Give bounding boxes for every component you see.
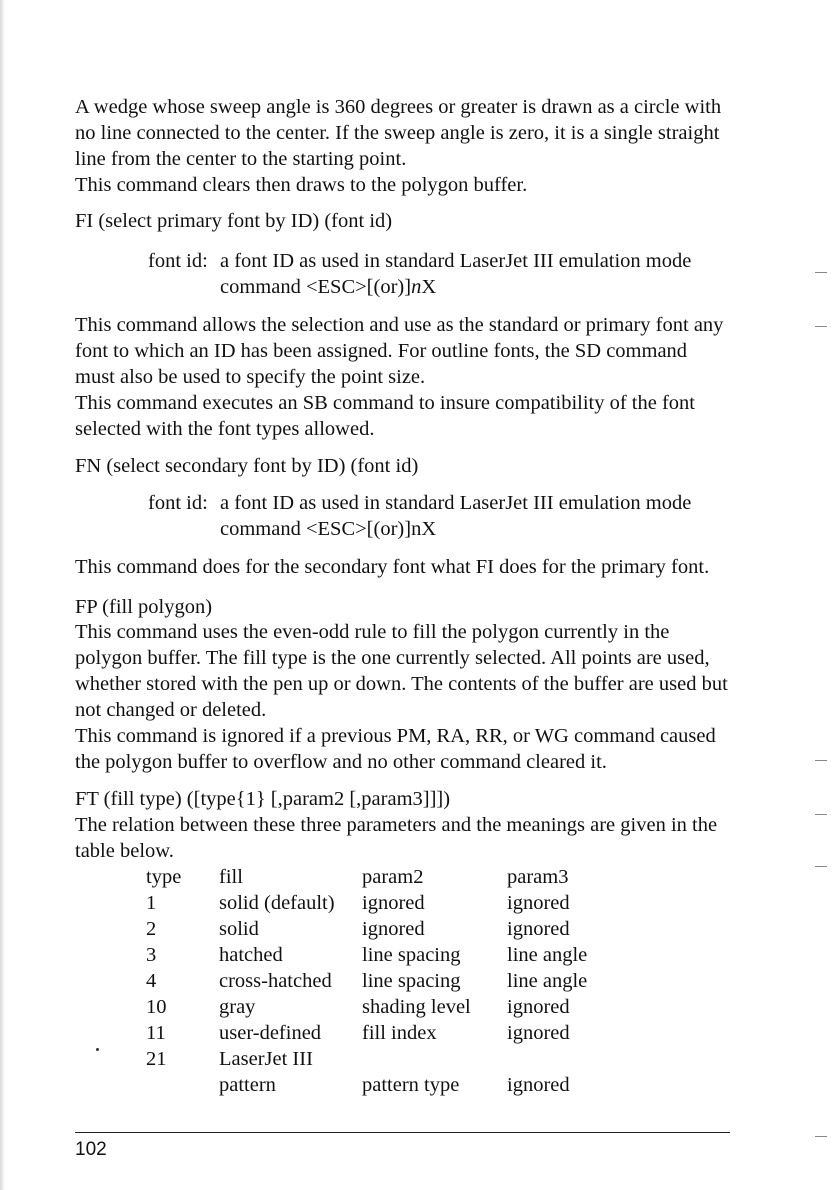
table-cell: solid (default)	[219, 892, 335, 914]
table-cell: 11	[146, 1022, 166, 1044]
fi-param-label: font id:	[148, 250, 208, 272]
table-cell: cross-hatched	[219, 970, 332, 992]
table-cell: 4	[146, 970, 157, 992]
table-header-cell: type	[146, 866, 182, 888]
paragraph-fp-ignored: This command is ignored if a previous PM, RA, RR, or WG command caused the polygon buffer to overflow and no other command cleared it.	[75, 725, 716, 773]
fi-param-cmd-pre: command <ESC>[(or)]	[220, 276, 412, 298]
fi-param-cmd-post: X	[421, 276, 437, 298]
paragraph-fn-description: This command does for the secondary font what FI does for the primary font.	[75, 556, 710, 578]
table-cell: gray	[219, 996, 256, 1018]
heading-ft-command: FT (fill type) ([type{1} [,param2 [,param3]]])	[75, 788, 451, 810]
table-cell: shading level	[362, 996, 471, 1018]
margin-mark	[815, 326, 827, 327]
margin-mark	[815, 1136, 827, 1137]
table-cell: line spacing	[362, 970, 461, 992]
table-cell: solid	[219, 918, 259, 940]
fi-param-cmd-var: n	[411, 276, 422, 298]
margin-mark	[815, 866, 827, 867]
margin-mark	[815, 272, 827, 273]
paragraph-fp-description: This command uses the even-odd rule to fill the polygon currently in the polygon buffer. The fill type is the one currently selected. All points are used, whether stored with the pen up or down. The contents of the buffer are used but not changed or deleted.	[75, 621, 728, 721]
table-cell: ignored	[362, 892, 425, 914]
fn-param-line1	[148, 490, 738, 516]
heading-fn-command: FN (select secondary font by ID) (font id)	[75, 455, 419, 477]
table-cell: fill index	[362, 1022, 437, 1044]
fn-param-label: font id:	[148, 492, 208, 514]
table-cell: 2	[146, 918, 157, 940]
table-cell: line spacing	[362, 944, 461, 966]
paragraph-fi-sb-compat: This command executes an SB command to insure compatibility of the font selected with the font types allowed.	[75, 392, 695, 440]
scan-edge	[0, 0, 5, 1190]
table-header-cell: param3	[507, 866, 569, 888]
fn-param-desc: a font ID as used in standard LaserJet III emulation mode	[220, 492, 692, 514]
table-cell: 10	[146, 996, 167, 1018]
fi-param-desc: a font ID as used in standard LaserJet III emulation mode	[220, 250, 692, 272]
fi-param-line1	[148, 248, 738, 274]
table-cell: 3	[146, 944, 157, 966]
paragraph-wedge-circle: A wedge whose sweep angle is 360 degrees or greater is drawn as a circle with no line connected to the center. If the sweep angle is zero, it is a single straight line from the center to the starting point.	[75, 96, 722, 170]
page-number: 102	[75, 1139, 107, 1160]
table-cell: LaserJet III	[219, 1048, 313, 1070]
table-cell: line angle	[507, 944, 588, 966]
table-cell: ignored	[507, 918, 570, 940]
table-cell: ignored	[507, 1022, 570, 1044]
table-cell: ignored	[507, 996, 570, 1018]
table-cell: pattern	[219, 1074, 276, 1096]
table-cell: pattern type	[362, 1074, 460, 1096]
table-cell: ignored	[507, 1074, 570, 1096]
paragraph-fi-description: This command allows the selection and use as the standard or primary font any font to which an ID has been assigned. For outline fonts, the SD command must also be used to specify the point size.	[75, 314, 724, 388]
table-header-cell: param2	[362, 866, 424, 888]
table-cell: ignored	[507, 892, 570, 914]
footer-rule	[75, 1132, 730, 1133]
margin-mark	[815, 760, 827, 761]
scan-speck	[96, 1048, 99, 1051]
table-cell: 21	[146, 1048, 167, 1070]
fn-param-cmd: command <ESC>[(or)]nX	[220, 518, 437, 540]
table-cell: line angle	[507, 970, 588, 992]
table-cell: 1	[146, 892, 157, 914]
table-cell: hatched	[219, 944, 283, 966]
paragraph-ft-relation: The relation between these three parameters and the meanings are given in the table below.	[75, 814, 718, 862]
margin-mark	[815, 814, 827, 815]
table-cell: user-defined	[219, 1022, 322, 1044]
table-cell: ignored	[362, 918, 425, 940]
heading-fp-command: FP (fill polygon)	[75, 596, 213, 618]
paragraph-clears-buffer: This command clears then draws to the polygon buffer.	[75, 174, 528, 196]
heading-fi-command: FI (select primary font by ID) (font id)	[75, 210, 393, 232]
table-header-cell: fill	[219, 866, 243, 888]
